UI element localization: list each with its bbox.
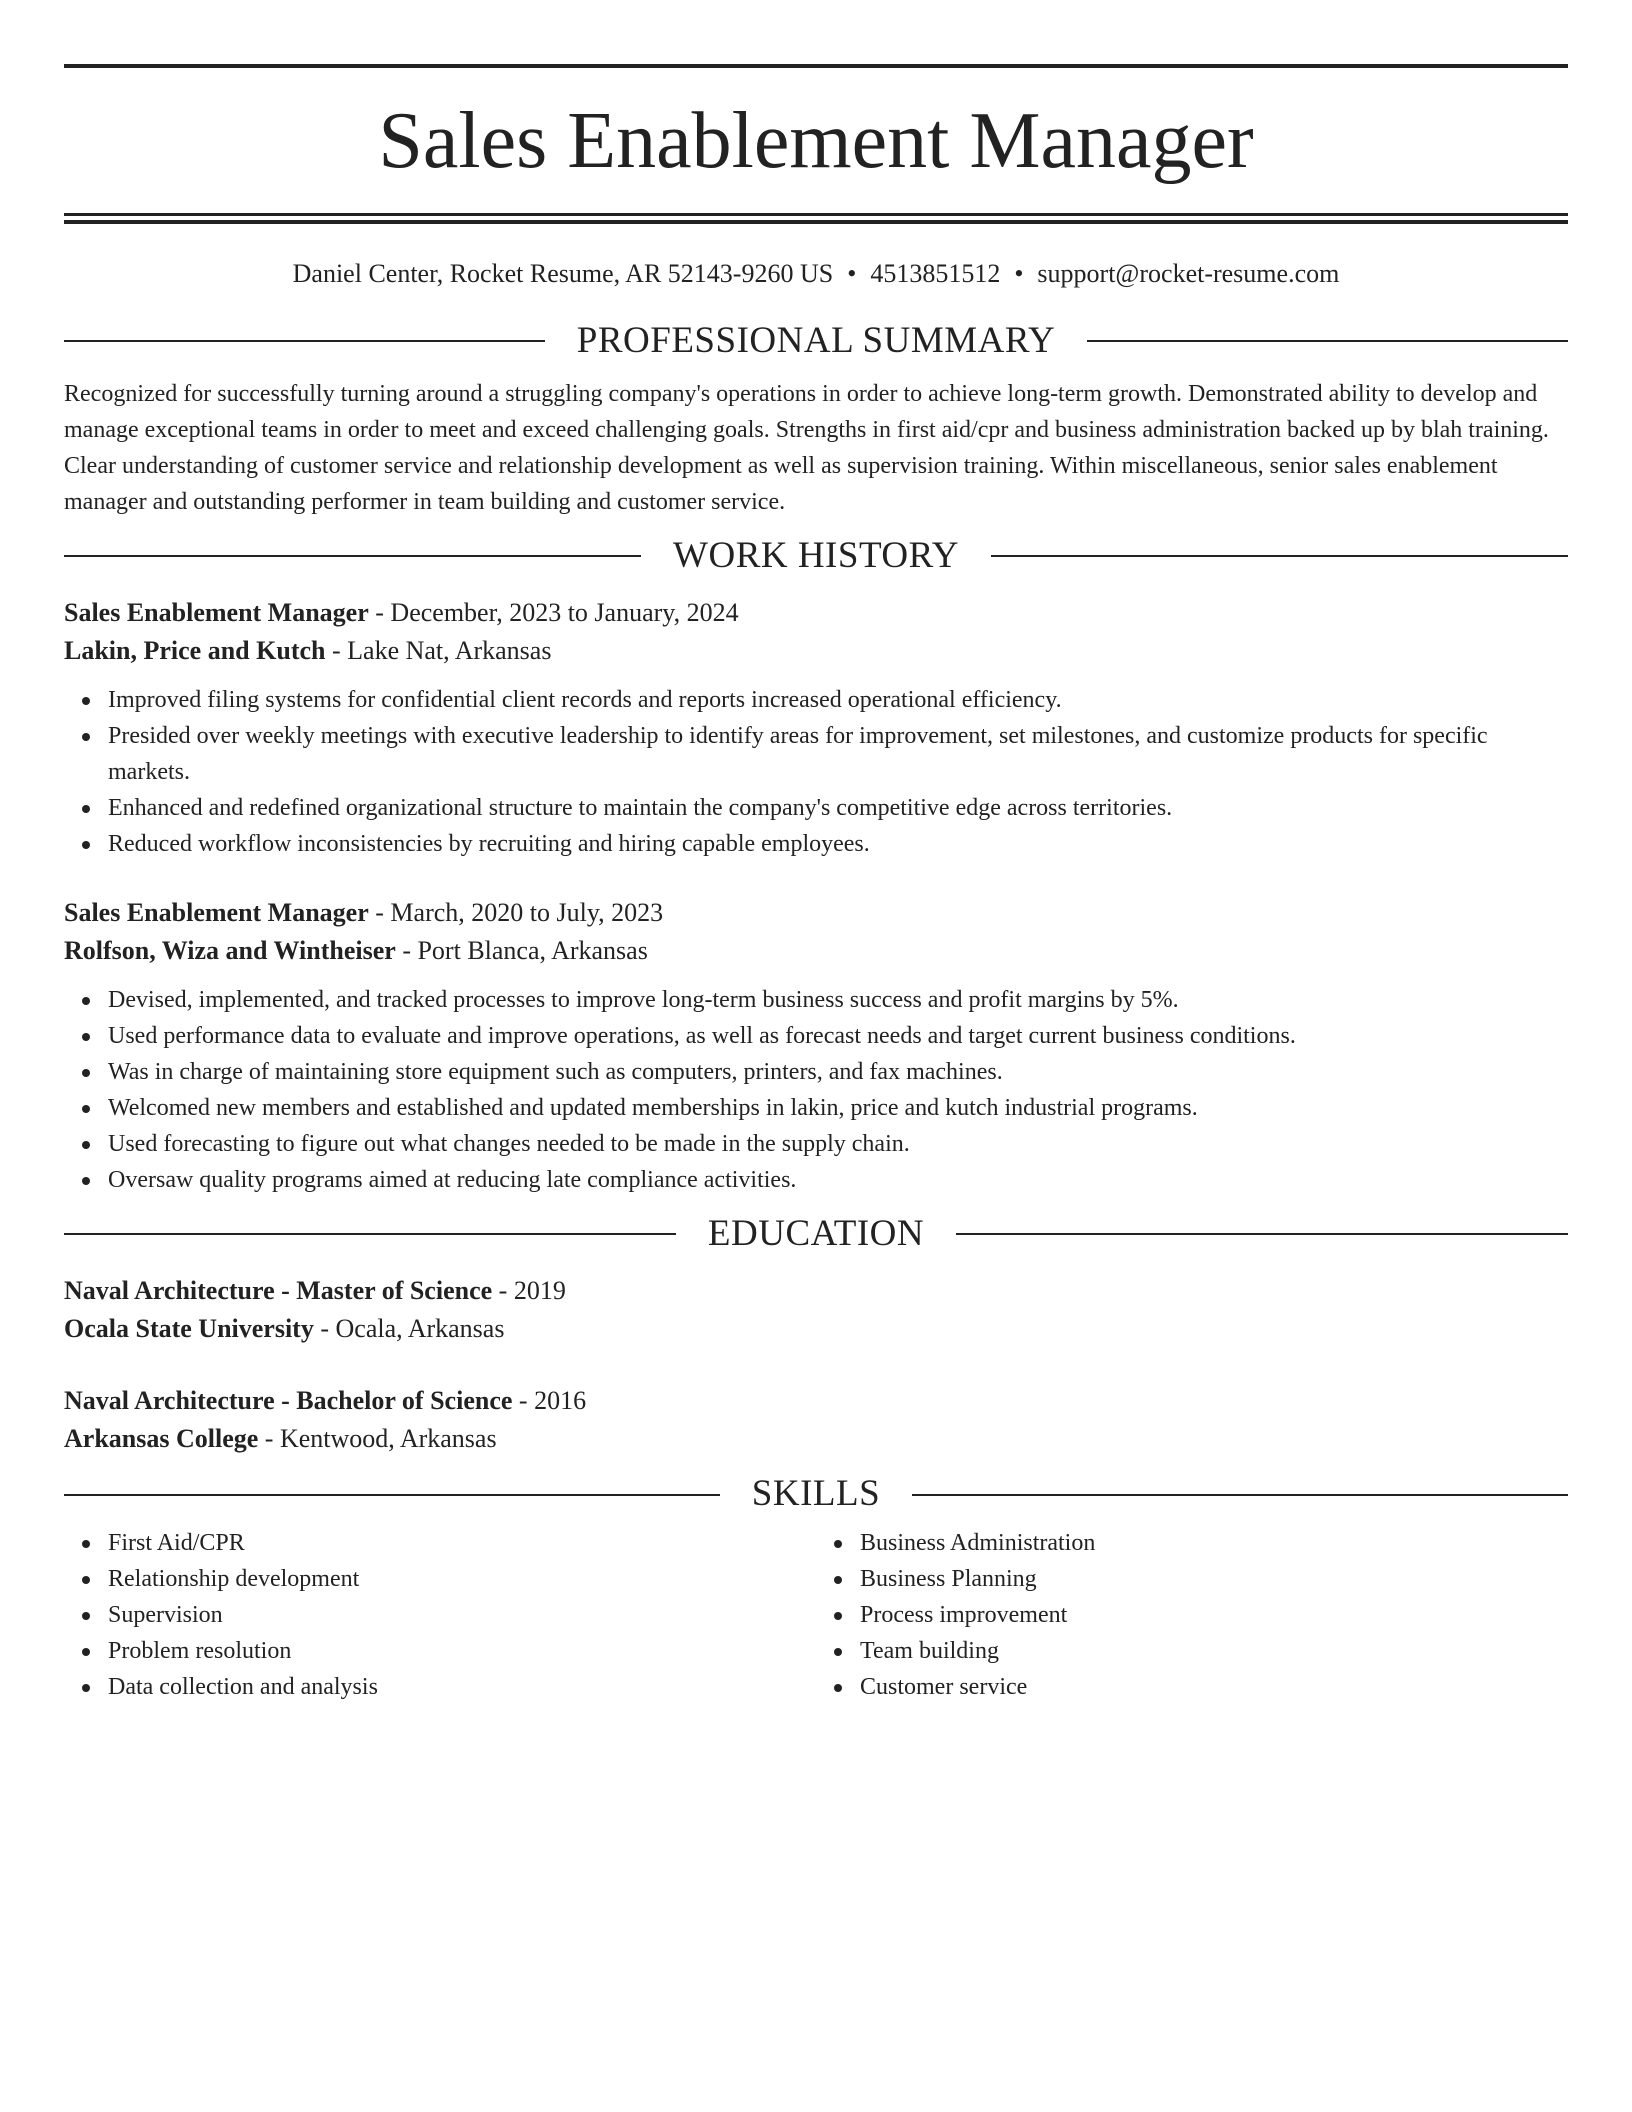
job-title: Sales Enablement Manager <box>64 897 369 927</box>
school: Ocala State University <box>64 1314 314 1344</box>
section-rule-right <box>1087 340 1568 342</box>
degree-year: - 2019 <box>492 1276 566 1306</box>
section-rule-left <box>64 340 545 342</box>
list-item: Oversaw quality programs aimed at reducing late compliance activities. <box>108 1162 1568 1198</box>
list-item: Reduced workflow inconsistencies by recruiting and hiring capable employees. <box>108 826 1568 862</box>
work-section-header <box>64 534 1568 578</box>
school: Arkansas College <box>64 1424 259 1454</box>
contact-separator: • <box>1014 259 1024 288</box>
school-line <box>64 1420 1568 1458</box>
list-item: Enhanced and redefined organizational structure to maintain the company's competitive edge across territories. <box>108 790 1568 826</box>
section-rule-left <box>64 1494 720 1496</box>
list-item: Devised, implemented, and tracked processes to improve long-term business success and profit margins by 5%. <box>108 982 1568 1018</box>
section-rule-left <box>64 555 641 557</box>
section-rule-right <box>912 1494 1568 1496</box>
job-dates: - March, 2020 to July, 2023 <box>368 897 664 927</box>
degree: Naval Architecture - Bachelor of Science <box>64 1386 513 1416</box>
school-line <box>64 1310 1568 1348</box>
top-rule <box>64 64 1568 68</box>
skill-item: First Aid/CPR <box>108 1525 816 1561</box>
title-double-rule <box>64 213 1568 224</box>
job-bullets <box>64 682 1568 862</box>
list-item: Used performance data to evaluate and improve operations, as well as forecast needs and target current business conditions. <box>108 1018 1568 1054</box>
skills-list-left <box>64 1525 816 1705</box>
section-rule-left <box>64 1233 676 1235</box>
resume-title: Sales Enablement Manager <box>378 97 1254 185</box>
contact-separator: • <box>847 259 857 288</box>
job-location: - Lake Nat, Arkansas <box>325 635 552 665</box>
education-entry <box>64 1272 1568 1348</box>
job-location: - Port Blanca, Arkansas <box>395 935 648 965</box>
list-item: Welcomed new members and established and updated memberships in lakin, price and kutch industrial programs. <box>108 1090 1568 1126</box>
skill-item: Supervision <box>108 1597 816 1633</box>
skills-columns <box>64 1517 1568 1705</box>
job-bullets <box>64 982 1568 1198</box>
job-entry <box>64 594 1568 862</box>
job-company: Lakin, Price and Kutch <box>64 635 326 665</box>
section-rule-right <box>956 1233 1568 1235</box>
skill-item: Business Administration <box>860 1525 1568 1561</box>
skills-section-header <box>64 1472 1568 1516</box>
job-title-line <box>64 894 1568 932</box>
contact-email: support@rocket-resume.com <box>1037 259 1340 288</box>
summary-section-header <box>64 319 1568 363</box>
job-title: Sales Enablement Manager <box>64 597 369 627</box>
work-heading: WORK HISTORY <box>673 534 959 576</box>
summary-text: Recognized for successfully turning around a struggling company's operations in order to achieve long-term growth. Demonstrated ability to develop and manage exceptional teams in order to meet and exceed challenging goals. Strengths in first aid/cpr and business administration backed up by blah training. Clear understanding of customer service and relationship development as well as supervision training. Within miscellaneous, senior sales enablement manager and outstanding performer in team building and customer service. <box>64 380 1549 515</box>
job-dates: - December, 2023 to January, 2024 <box>368 597 739 627</box>
skills-heading: SKILLS <box>751 1473 881 1515</box>
degree-line <box>64 1272 1568 1310</box>
education-section-header <box>64 1212 1568 1256</box>
education-heading: EDUCATION <box>707 1212 925 1254</box>
job-company-line <box>64 932 1568 970</box>
contact-line <box>64 258 1568 289</box>
degree-line <box>64 1382 1568 1420</box>
job-title-line <box>64 594 1568 632</box>
skill-item: Business Planning <box>860 1561 1568 1597</box>
section-rule-right <box>991 555 1568 557</box>
skill-item: Data collection and analysis <box>108 1669 816 1705</box>
skill-item: Relationship development <box>108 1561 816 1597</box>
job-company-line <box>64 632 1568 670</box>
education-entry <box>64 1382 1568 1458</box>
list-item: Improved filing systems for confidential client records and reports increased operational efficiency. <box>108 682 1568 718</box>
skill-item: Team building <box>860 1633 1568 1669</box>
list-item: Was in charge of maintaining store equipment such as computers, printers, and fax machines. <box>108 1054 1568 1090</box>
school-location: - Ocala, Arkansas <box>313 1314 505 1344</box>
degree: Naval Architecture - Master of Science <box>64 1276 493 1306</box>
skill-item: Process improvement <box>860 1597 1568 1633</box>
summary-heading: PROFESSIONAL SUMMARY <box>576 320 1056 362</box>
degree-year: - 2016 <box>512 1386 587 1416</box>
job-company: Rolfson, Wiza and Wintheiser <box>64 935 396 965</box>
job-entry <box>64 894 1568 1198</box>
skills-list-right <box>816 1525 1568 1705</box>
list-item: Presided over weekly meetings with executive leadership to identify areas for improvement, set milestones, and customize products for specific markets. <box>108 718 1568 790</box>
contact-address: Daniel Center, Rocket Resume, AR 52143-9260 US <box>292 259 834 288</box>
contact-phone: 4513851512 <box>870 259 1001 288</box>
skill-item: Problem resolution <box>108 1633 816 1669</box>
resume-page <box>64 64 1568 1705</box>
skill-item: Customer service <box>860 1669 1568 1705</box>
school-location: - Kentwood, Arkansas <box>258 1424 497 1454</box>
list-item: Used forecasting to figure out what changes needed to be made in the supply chain. <box>108 1126 1568 1162</box>
